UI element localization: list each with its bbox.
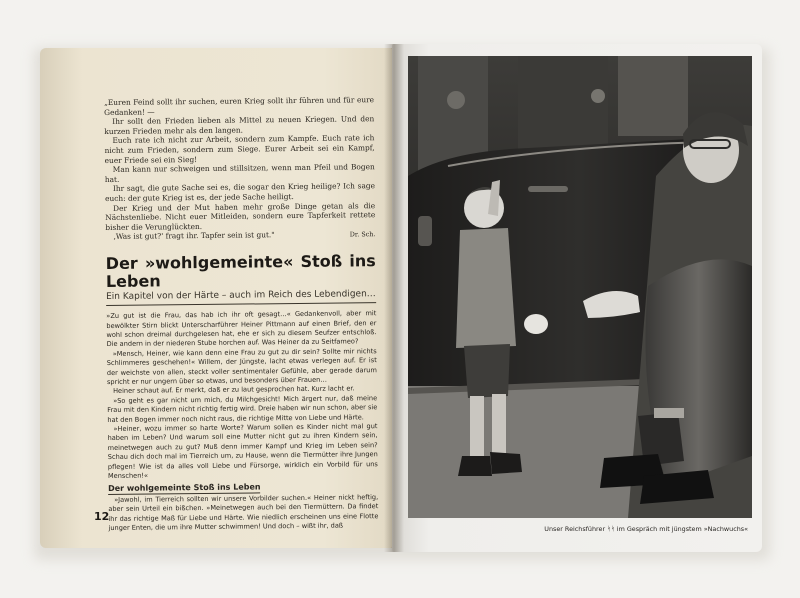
- poem-paragraph: Ihr sollt den Frieden lieben als Mittel zu neuen Kriegen. Und den kurzen Frieden mehr als den langen.: [104, 114, 375, 136]
- story-paragraph: »Heiner, wozu immer so harte Worte? Warum sollen es Kinder nicht mal gut haben im Leben? Und warum soll eine Mutter nicht gut zu ihren Kindern sein, meinetwegen auch zu gut? Muß denn immer Kampf und Krieg im Leben sein? Schau dich doch mal im Tierreich um, zu Hause, wenn die Tiermütter ihre Jungen pflegen! Wie ist da alles voll Liebe und Fürsorge, wirklich ein Vorbild für uns Menschen!«: [107, 422, 378, 480]
- open-booklet: [40, 44, 764, 554]
- photo-caption: Unser Reichsführer ᛋᛋ im Gespräch mit jüngstem »Nachwuchs«: [544, 525, 748, 533]
- poem-paragraph: Man kann nur schweigen und stillsitzen, wenn man Pfeil und Bogen hat.: [104, 162, 375, 184]
- left-page: [40, 48, 394, 548]
- poem-paragraph: Euch rate ich nicht zur Arbeit, sondern zum Kampfe. Euch rate ich nicht zum Frieden, sondern zum Siege. Eurer Arbeit sei ein Kampf, euer Friede sei ein Sieg!: [104, 133, 375, 165]
- poem-paragraph: „Euren Feind sollt ihr suchen, euren Krieg sollt ihr führen und für eure Gedanken! —: [104, 95, 375, 117]
- right-page: [392, 44, 762, 552]
- article-heading: Der »wohlgemeinte« Stoß ins Leben: [105, 250, 376, 291]
- story-paragraph: »Mensch, Heiner, wie kann denn eine Frau zu gut zu dir sein? Sollte mir nichts Schlimmeres geschehen!« Willem, der Jüngste, lacht etwas verlegen auf. Er ist der weichste von allen, steckt voller sentimentaler Gefühle, aber gerade darum spricht er nur ungern über so etwas, und besonders über Frauen…: [106, 346, 377, 386]
- story-paragraph: »Zu gut ist die Frau, das hab ich ihr oft gesagt…« Gedankenvoll, aber mit bewölkter Stirn blickt Unterscharführer Heiner Pittmann auf einen Brief, den er wohl schon dreimal durchgelesen hat, ehe er sich zu diesem Seufzer entschloß. Die andern in der niederen Stube horchen auf. Was Heiner da zu Seitfameo?: [106, 309, 377, 349]
- poem-paragraph: Ihr sagt, die gute Sache sei es, die sogar den Krieg heilige? Ich sage euch: der gute Krieg ist es, der jede Sache heiligt.: [105, 181, 375, 203]
- photograph: [408, 56, 752, 518]
- poem-paragraph: Der Krieg und der Mut haben mehr große Dinge getan als die Nächstenliebe. Nicht euer Mitleiden, sondern eure Tapferkeit rettete bisher die Verunglückten.: [105, 200, 376, 232]
- story-paragraph: Heiner schaut auf. Er merkt, daß er zu laut gesprochen hat. Kurz lacht er.: [113, 384, 355, 396]
- poem-paragraph: ‚Was ist gut?' fragt ihr. Tapfer sein ist gut.": [113, 230, 275, 242]
- story-body: [106, 309, 378, 533]
- left-page-text: [104, 95, 379, 533]
- article-subheading: Ein Kapitel von der Härte – auch im Reich des Lebendigen…: [106, 290, 376, 306]
- page-number: 12: [94, 510, 110, 523]
- story-paragraph: »So geht es gar nicht um mich, du Milchgesicht! Mich ärgert nur, daß meine Frau mit den Kindern nicht richtig fertig wird. Dreie haben wir nun schon, aber sie hat den Bogen immer noch nicht raus, die richtige Mitte von Liebe und Härte.: [107, 393, 378, 424]
- story-paragraph: »Jawohl, im Tierreich sollten wir unsere Vorbilder suchen.« Heiner nickt heftig, aber sein Urteil ein bißchen. »Meinetwegen auch bei den Tiermüttern. Da findet ihr das richtige Maß für Liebe und Härte. Wie niedlich erscheinen uns eine Flotte junger Enten, die um ihre Mutter schwimmen! Und doch – wißt ihr, daß: [108, 492, 379, 533]
- poem-block: [104, 95, 375, 242]
- section-title: Der wohlgemeinte Stoß ins Leben: [108, 482, 261, 494]
- photograph-image: [408, 56, 752, 518]
- signature: Dr. Sch.: [349, 230, 376, 239]
